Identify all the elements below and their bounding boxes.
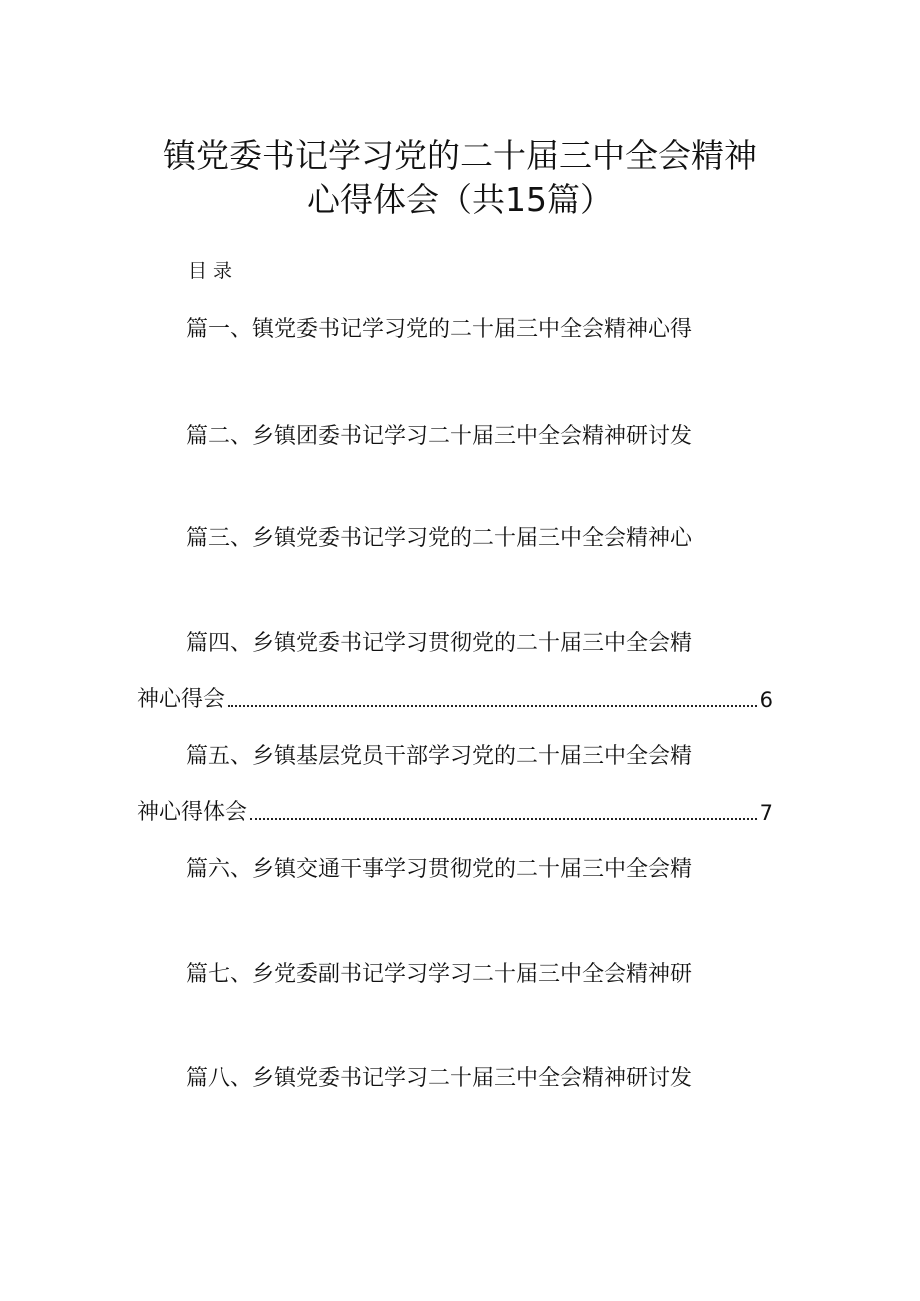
dot-leader xyxy=(228,704,757,707)
toc-entry-4-page-number: 6 xyxy=(759,688,773,712)
toc-entry-3[interactable]: 篇三、乡镇党委书记学习党的二十届三中全会精神心 xyxy=(186,526,693,551)
dot-leader xyxy=(250,817,757,820)
toc-heading: 目录 xyxy=(188,260,239,282)
toc-entry-4-continuation[interactable] xyxy=(137,689,773,711)
toc-entry-4-cont-text: 神心得会 xyxy=(137,687,226,712)
document-title-line1: 镇党委书记学习党的二十届三中全会精神 xyxy=(163,136,757,175)
toc-entry-2[interactable]: 篇二、乡镇团委书记学习二十届三中全会精神研讨发 xyxy=(186,424,693,449)
toc-entry-8[interactable]: 篇八、乡镇党委书记学习二十届三中全会精神研讨发 xyxy=(186,1066,693,1091)
toc-entry-7[interactable]: 篇七、乡党委副书记学习学习二十届三中全会精神研 xyxy=(186,962,693,987)
toc-entry-5[interactable]: 篇五、乡镇基层党员干部学习党的二十届三中全会精 xyxy=(186,744,693,769)
toc-entry-4[interactable]: 篇四、乡镇党委书记学习贯彻党的二十届三中全会精 xyxy=(186,631,693,656)
toc-entry-1[interactable]: 篇一、镇党委书记学习党的二十届三中全会精神心得 xyxy=(186,317,693,342)
toc-entry-6[interactable]: 篇六、乡镇交通干事学习贯彻党的二十届三中全会精 xyxy=(186,857,693,882)
toc-entry-5-page-number: 7 xyxy=(759,801,773,825)
toc-entry-5-cont-text: 神心得体会 xyxy=(137,800,248,825)
document-title-line2: 心得体会（共15篇） xyxy=(307,180,613,219)
toc-entry-5-continuation[interactable] xyxy=(137,802,773,824)
